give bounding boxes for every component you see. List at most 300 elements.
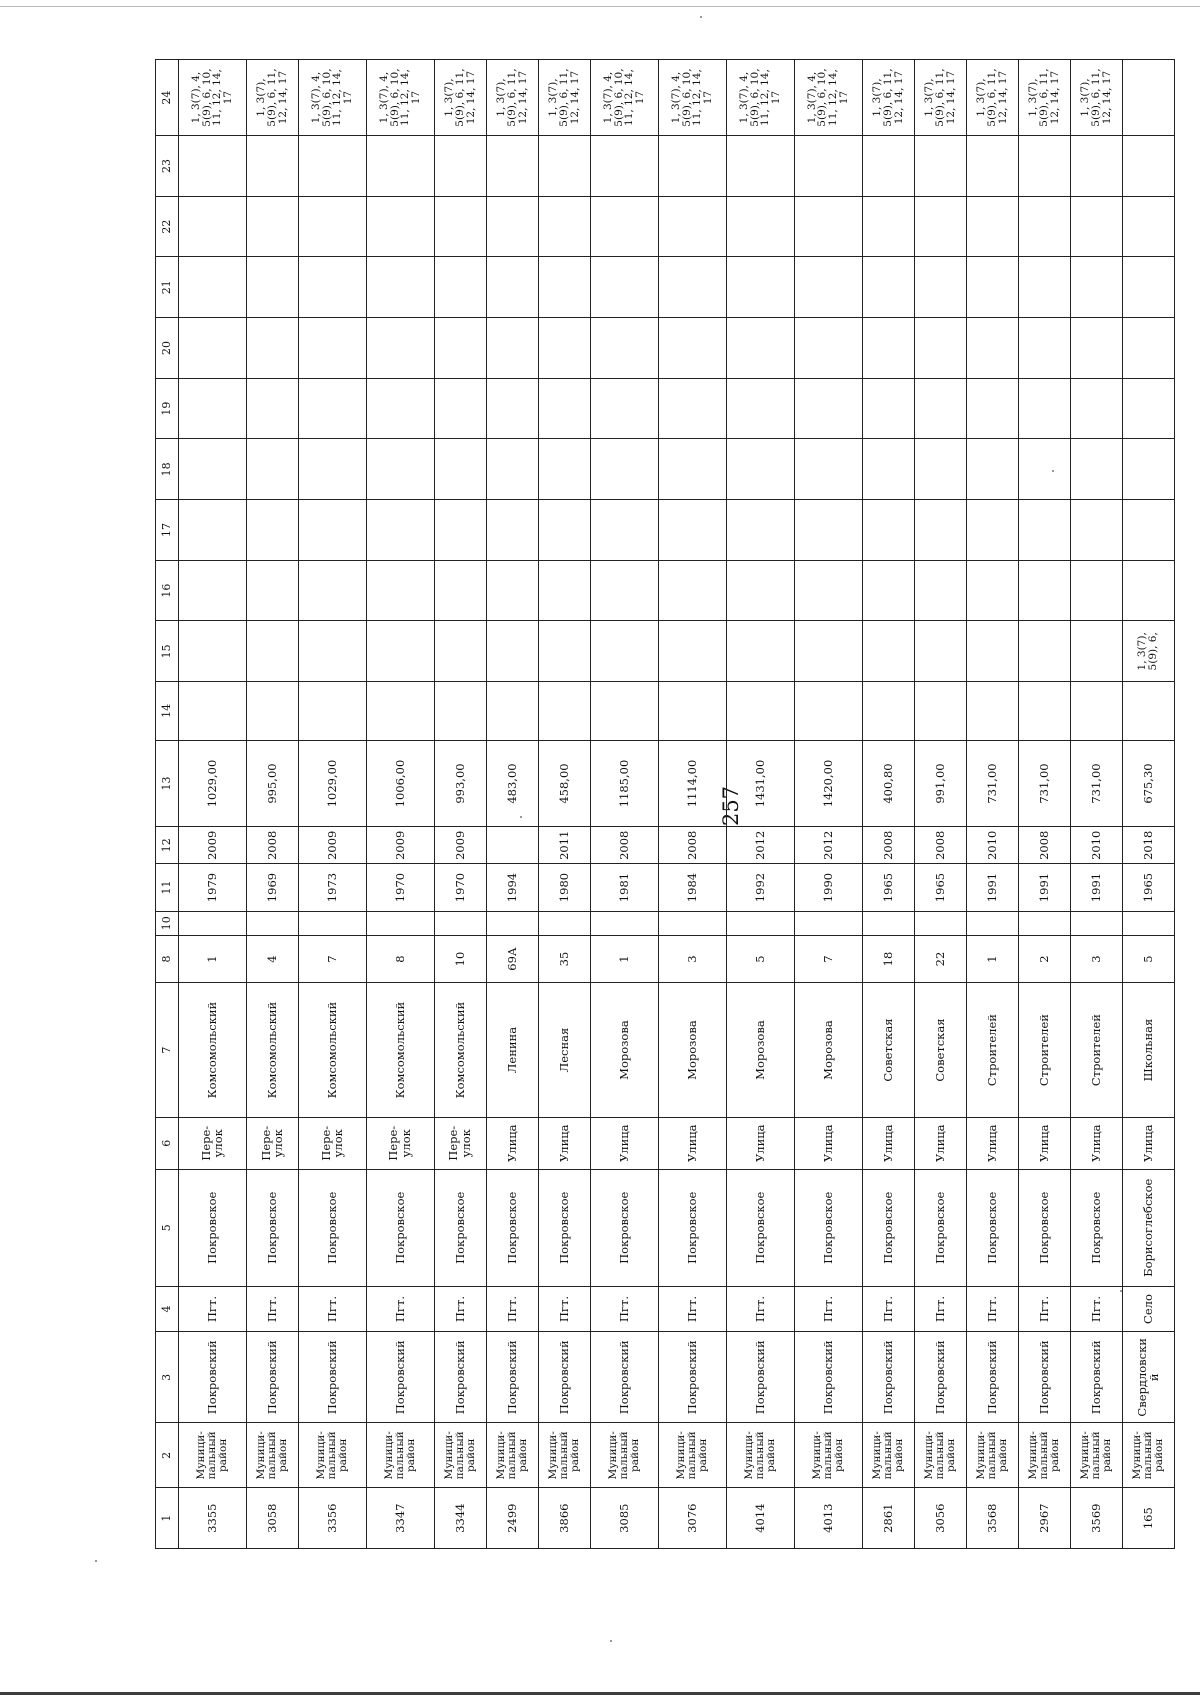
cell-c7: Школьная: [1122, 983, 1174, 1117]
cell-c20: [1070, 318, 1122, 379]
cell-c4: Пгт.: [298, 1286, 366, 1332]
column-header-c21: 21: [156, 257, 179, 318]
cell-c24: 1, 3(7), 5(9), 6, 11, 12, 14, 17: [434, 60, 486, 136]
cell-c6: Пере- улок: [298, 1117, 366, 1169]
cell-c13: 458,00: [538, 740, 590, 827]
cell-c11: 1965: [914, 864, 966, 912]
cell-c4: Пгт.: [966, 1286, 1018, 1332]
cell-c1: 4013: [794, 1488, 862, 1549]
cell-c4: Пгт.: [246, 1286, 298, 1332]
cell-c23: [434, 136, 486, 197]
cell-c18: [246, 439, 298, 500]
cell-c20: [246, 318, 298, 379]
cell-c21: [862, 257, 914, 318]
cell-c22: [179, 196, 247, 257]
cell-c13: 731,00: [966, 740, 1018, 827]
cell-c13: 731,00: [1018, 740, 1070, 827]
cell-c12: 2008: [590, 827, 658, 864]
cell-c16: [794, 560, 862, 621]
cell-c18: [366, 439, 434, 500]
table-row: [366, 60, 434, 1549]
cell-c16: [538, 560, 590, 621]
cell-c13: 483,00: [486, 740, 538, 827]
cell-c12: 2009: [179, 827, 247, 864]
cell-c15: [179, 621, 247, 682]
cell-c7: Строителей: [1070, 983, 1122, 1117]
cell-c17: [862, 500, 914, 561]
cell-c11: 1994: [486, 864, 538, 912]
scan-speck: [520, 816, 522, 818]
housing-registry-table: [155, 59, 1175, 1549]
cell-c20: [298, 318, 366, 379]
cell-c19: [246, 378, 298, 439]
cell-c19: [658, 378, 726, 439]
cell-c11: 1992: [726, 864, 794, 912]
cell-c19: [179, 378, 247, 439]
cell-c14: [1122, 682, 1174, 741]
cell-c4: Пгт.: [658, 1286, 726, 1332]
cell-c1: 3347: [366, 1488, 434, 1549]
cell-c4: Пгт.: [590, 1286, 658, 1332]
cell-c2: Муници- пальный район: [726, 1423, 794, 1488]
cell-c16: [862, 560, 914, 621]
cell-c18: [298, 439, 366, 500]
table-row: [726, 60, 794, 1549]
cell-c3: Покровский: [486, 1332, 538, 1423]
table-row: [1122, 60, 1174, 1549]
cell-c24: 1, 3(7), 4, 5(9), 6, 10, 11, 12, 14, 17: [590, 60, 658, 136]
cell-c12: 2009: [434, 827, 486, 864]
cell-c7: Советская: [914, 983, 966, 1117]
cell-c15: [486, 621, 538, 682]
cell-c6: Улица: [538, 1117, 590, 1169]
cell-c16: [914, 560, 966, 621]
column-header-c14: 14: [156, 682, 179, 741]
cell-c20: [794, 318, 862, 379]
cell-c4: Пгт.: [179, 1286, 247, 1332]
cell-c11: 1991: [1018, 864, 1070, 912]
column-header-c8: 8: [156, 935, 179, 983]
cell-c19: [434, 378, 486, 439]
cell-c5: Покровское: [966, 1169, 1018, 1286]
cell-c10: [1070, 911, 1122, 935]
cell-c3: Покровский: [862, 1332, 914, 1423]
cell-c14: [862, 682, 914, 741]
cell-c14: [1070, 682, 1122, 741]
cell-c8: 1: [179, 935, 247, 983]
cell-c3: Свердловский: [1122, 1332, 1174, 1423]
cell-c21: [434, 257, 486, 318]
cell-c6: Улица: [726, 1117, 794, 1169]
cell-c7: Морозова: [726, 983, 794, 1117]
cell-c23: [590, 136, 658, 197]
cell-c18: [658, 439, 726, 500]
cell-c15: 1, 3(7), 5(9), 6,: [1122, 621, 1174, 682]
cell-c14: [486, 682, 538, 741]
column-header-c2: 2: [156, 1423, 179, 1488]
cell-c12: 2008: [246, 827, 298, 864]
cell-c17: [726, 500, 794, 561]
cell-c7: Советская: [862, 983, 914, 1117]
column-header-c16: 16: [156, 560, 179, 621]
cell-c20: [862, 318, 914, 379]
cell-c21: [794, 257, 862, 318]
column-header-c4: 4: [156, 1286, 179, 1332]
cell-c4: Пгт.: [914, 1286, 966, 1332]
cell-c12: 2008: [1018, 827, 1070, 864]
cell-c18: [1122, 439, 1174, 500]
cell-c24: 1, 3(7), 5(9), 6, 11, 12, 14, 17: [486, 60, 538, 136]
cell-c5: Покровское: [246, 1169, 298, 1286]
cell-c17: [246, 500, 298, 561]
cell-c1: 3344: [434, 1488, 486, 1549]
cell-c19: [298, 378, 366, 439]
cell-c19: [794, 378, 862, 439]
column-header-c6: 6: [156, 1117, 179, 1169]
cell-c22: [434, 196, 486, 257]
cell-c6: Улица: [658, 1117, 726, 1169]
cell-c15: [966, 621, 1018, 682]
cell-c1: 2499: [486, 1488, 538, 1549]
cell-c6: Улица: [862, 1117, 914, 1169]
cell-c3: Покровский: [366, 1332, 434, 1423]
cell-c6: Улица: [1122, 1117, 1174, 1169]
scan-speck: [1052, 470, 1054, 472]
cell-c18: [914, 439, 966, 500]
cell-c17: [434, 500, 486, 561]
cell-c13: 1185,00: [590, 740, 658, 827]
cell-c20: [538, 318, 590, 379]
cell-c2: Муници- пальный район: [862, 1423, 914, 1488]
cell-c18: [179, 439, 247, 500]
cell-c13: 993,00: [434, 740, 486, 827]
cell-c24: 1, 3(7), 5(9), 6, 11, 12, 14, 17: [914, 60, 966, 136]
cell-c17: [179, 500, 247, 561]
cell-c11: 1969: [246, 864, 298, 912]
cell-c10: [179, 911, 247, 935]
cell-c1: 3355: [179, 1488, 247, 1549]
cell-c11: 1979: [179, 864, 247, 912]
column-header-c10: 10: [156, 911, 179, 935]
cell-c7: Комсомольский: [246, 983, 298, 1117]
cell-c3: Покровский: [298, 1332, 366, 1423]
cell-c15: [914, 621, 966, 682]
cell-c3: Покровский: [1070, 1332, 1122, 1423]
cell-c15: [590, 621, 658, 682]
cell-c15: [366, 621, 434, 682]
rotated-table-container: [155, 59, 1175, 1549]
cell-c6: Пере- улок: [179, 1117, 247, 1169]
cell-c7: Строителей: [1018, 983, 1070, 1117]
cell-c24: 1, 3(7), 5(9), 6, 11, 12, 14, 17: [966, 60, 1018, 136]
column-header-c22: 22: [156, 196, 179, 257]
cell-c17: [658, 500, 726, 561]
cell-c17: [1070, 500, 1122, 561]
cell-c22: [486, 196, 538, 257]
cell-c20: [486, 318, 538, 379]
column-header-c15: 15: [156, 621, 179, 682]
cell-c13: 1114,00: [658, 740, 726, 827]
cell-c17: [590, 500, 658, 561]
cell-c7: Лесная: [538, 983, 590, 1117]
cell-c2: Муници- пальный район: [538, 1423, 590, 1488]
cell-c5: Покровское: [862, 1169, 914, 1286]
cell-c20: [658, 318, 726, 379]
table-row: [246, 60, 298, 1549]
cell-c11: 1991: [1070, 864, 1122, 912]
cell-c15: [298, 621, 366, 682]
cell-c10: [538, 911, 590, 935]
cell-c15: [538, 621, 590, 682]
cell-c19: [1018, 378, 1070, 439]
cell-c13: 1006,00: [366, 740, 434, 827]
cell-c6: Улица: [914, 1117, 966, 1169]
cell-c2: Муници- пальный район: [486, 1423, 538, 1488]
cell-c14: [538, 682, 590, 741]
cell-c16: [590, 560, 658, 621]
cell-c13: 675,30: [1122, 740, 1174, 827]
cell-c8: 10: [434, 935, 486, 983]
cell-c7: Морозова: [794, 983, 862, 1117]
cell-c10: [658, 911, 726, 935]
cell-c14: [726, 682, 794, 741]
cell-c23: [1122, 136, 1174, 197]
cell-c24: 1, 3(7), 5(9), 6, 11, 12, 14, 17: [862, 60, 914, 136]
column-header-c20: 20: [156, 318, 179, 379]
cell-c11: 1973: [298, 864, 366, 912]
cell-c15: [862, 621, 914, 682]
cell-c10: [590, 911, 658, 935]
cell-c18: [486, 439, 538, 500]
cell-c16: [179, 560, 247, 621]
cell-c7: Морозова: [590, 983, 658, 1117]
cell-c1: 3085: [590, 1488, 658, 1549]
cell-c10: [794, 911, 862, 935]
cell-c2: Муници- пальный район: [179, 1423, 247, 1488]
cell-c7: Морозова: [658, 983, 726, 1117]
cell-c19: [862, 378, 914, 439]
cell-c14: [179, 682, 247, 741]
cell-c12: 2008: [914, 827, 966, 864]
cell-c8: 7: [794, 935, 862, 983]
cell-c10: [366, 911, 434, 935]
cell-c24: 1, 3(7), 4, 5(9), 6, 10, 11, 12, 14, 17: [298, 60, 366, 136]
cell-c5: Покровское: [1018, 1169, 1070, 1286]
cell-c1: 165: [1122, 1488, 1174, 1549]
cell-c18: [1070, 439, 1122, 500]
cell-c16: [658, 560, 726, 621]
cell-c1: 4014: [726, 1488, 794, 1549]
column-header-c23: 23: [156, 136, 179, 197]
cell-c13: 1029,00: [179, 740, 247, 827]
table-row: [794, 60, 862, 1549]
cell-c8: 4: [246, 935, 298, 983]
cell-c11: 1965: [1122, 864, 1174, 912]
column-header-c3: 3: [156, 1332, 179, 1423]
cell-c20: [914, 318, 966, 379]
cell-c2: Муници- пальный район: [966, 1423, 1018, 1488]
cell-c14: [590, 682, 658, 741]
cell-c24: 1, 3(7), 4, 5(9), 6, 10, 11, 12, 14, 17: [366, 60, 434, 136]
cell-c23: [366, 136, 434, 197]
cell-c7: Строителей: [966, 983, 1018, 1117]
cell-c5: Покровское: [434, 1169, 486, 1286]
cell-c5: Покровское: [538, 1169, 590, 1286]
cell-c13: 400,80: [862, 740, 914, 827]
table-row: [914, 60, 966, 1549]
table-row: [1070, 60, 1122, 1549]
cell-c7: Комсомольский: [298, 983, 366, 1117]
cell-c18: [726, 439, 794, 500]
cell-c16: [1122, 560, 1174, 621]
cell-c2: Муници- пальный район: [298, 1423, 366, 1488]
table-row: [862, 60, 914, 1549]
cell-c3: Покровский: [434, 1332, 486, 1423]
cell-c8: 3: [1070, 935, 1122, 983]
cell-c13: 1431,00: [726, 740, 794, 827]
cell-c6: Пере- улок: [366, 1117, 434, 1169]
cell-c21: [1122, 257, 1174, 318]
cell-c10: [1122, 911, 1174, 935]
cell-c11: 1991: [966, 864, 1018, 912]
cell-c5: Покровское: [1070, 1169, 1122, 1286]
cell-c2: Муници- пальный район: [434, 1423, 486, 1488]
cell-c1: 3866: [538, 1488, 590, 1549]
cell-c2: Муници- пальный район: [658, 1423, 726, 1488]
cell-c24: 1, 3(7), 5(9), 6, 11, 12, 14, 17: [538, 60, 590, 136]
column-header-c11: 11: [156, 864, 179, 912]
cell-c5: Покровское: [914, 1169, 966, 1286]
cell-c14: [794, 682, 862, 741]
cell-c7: Комсомольский: [366, 983, 434, 1117]
cell-c21: [486, 257, 538, 318]
cell-c20: [1122, 318, 1174, 379]
cell-c14: [914, 682, 966, 741]
cell-c23: [862, 136, 914, 197]
cell-c19: [590, 378, 658, 439]
cell-c16: [366, 560, 434, 621]
cell-c5: Покровское: [486, 1169, 538, 1286]
cell-c1: 3569: [1070, 1488, 1122, 1549]
cell-c19: [966, 378, 1018, 439]
cell-c21: [179, 257, 247, 318]
cell-c16: [1018, 560, 1070, 621]
cell-c10: [1018, 911, 1070, 935]
cell-c2: Муници- пальный район: [914, 1423, 966, 1488]
cell-c8: 18: [862, 935, 914, 983]
cell-c15: [794, 621, 862, 682]
column-header-c1: 1: [156, 1488, 179, 1549]
column-header-c13: 13: [156, 740, 179, 827]
cell-c12: 2011: [538, 827, 590, 864]
cell-c2: Муници- пальный район: [366, 1423, 434, 1488]
cell-c6: Улица: [1070, 1117, 1122, 1169]
cell-c8: 35: [538, 935, 590, 983]
cell-c7: Комсомольский: [434, 983, 486, 1117]
cell-c4: Пгт.: [366, 1286, 434, 1332]
cell-c8: 2: [1018, 935, 1070, 983]
cell-c23: [298, 136, 366, 197]
cell-c17: [794, 500, 862, 561]
table-row: [298, 60, 366, 1549]
cell-c24: [1122, 60, 1174, 136]
cell-c12: 2018: [1122, 827, 1174, 864]
cell-c21: [1018, 257, 1070, 318]
cell-c20: [590, 318, 658, 379]
cell-c5: Покровское: [179, 1169, 247, 1286]
cell-c11: 1965: [862, 864, 914, 912]
cell-c24: 1, 3(7), 5(9), 6, 11, 12, 14, 17: [1018, 60, 1070, 136]
cell-c23: [1018, 136, 1070, 197]
cell-c22: [590, 196, 658, 257]
cell-c17: [538, 500, 590, 561]
cell-c3: Покровский: [179, 1332, 247, 1423]
cell-c24: 1, 3(7), 5(9), 6, 11, 12, 14, 17: [246, 60, 298, 136]
cell-c12: 2012: [794, 827, 862, 864]
cell-c14: [298, 682, 366, 741]
cell-c19: [914, 378, 966, 439]
cell-c1: 3076: [658, 1488, 726, 1549]
cell-c5: Борисоглебское: [1122, 1169, 1174, 1286]
cell-c10: [862, 911, 914, 935]
cell-c14: [658, 682, 726, 741]
scan-speck: [1120, 1290, 1122, 1292]
cell-c16: [726, 560, 794, 621]
cell-c12: 2008: [862, 827, 914, 864]
table-row: [590, 60, 658, 1549]
cell-c21: [366, 257, 434, 318]
cell-c24: 1, 3(7), 4, 5(9), 6, 10, 11, 12, 14, 17: [658, 60, 726, 136]
cell-c20: [726, 318, 794, 379]
cell-c2: Муници- пальный район: [794, 1423, 862, 1488]
cell-c22: [1070, 196, 1122, 257]
table-row: [658, 60, 726, 1549]
cell-c23: [1070, 136, 1122, 197]
cell-c21: [966, 257, 1018, 318]
cell-c4: Пгт.: [486, 1286, 538, 1332]
cell-c3: Покровский: [966, 1332, 1018, 1423]
cell-c3: Покровский: [1018, 1332, 1070, 1423]
cell-c10: [246, 911, 298, 935]
cell-c16: [486, 560, 538, 621]
cell-c10: [298, 911, 366, 935]
cell-c23: [658, 136, 726, 197]
cell-c12: 2009: [298, 827, 366, 864]
cell-c10: [966, 911, 1018, 935]
cell-c18: [794, 439, 862, 500]
cell-c10: [914, 911, 966, 935]
cell-c7: Ленина: [486, 983, 538, 1117]
cell-c20: [966, 318, 1018, 379]
cell-c12: [486, 827, 538, 864]
cell-c18: [434, 439, 486, 500]
table-row: [538, 60, 590, 1549]
cell-c8: 5: [1122, 935, 1174, 983]
cell-c24: 1, 3(7), 4, 5(9), 6, 10, 11, 12, 14, 17: [179, 60, 247, 136]
cell-c21: [658, 257, 726, 318]
cell-c1: 2861: [862, 1488, 914, 1549]
cell-c14: [246, 682, 298, 741]
cell-c22: [538, 196, 590, 257]
cell-c5: Покровское: [590, 1169, 658, 1286]
cell-c18: [1018, 439, 1070, 500]
cell-c22: [246, 196, 298, 257]
cell-c8: 1: [966, 935, 1018, 983]
cell-c7: Комсомольский: [179, 983, 247, 1117]
cell-c13: 995,00: [246, 740, 298, 827]
cell-c18: [590, 439, 658, 500]
cell-c16: [966, 560, 1018, 621]
